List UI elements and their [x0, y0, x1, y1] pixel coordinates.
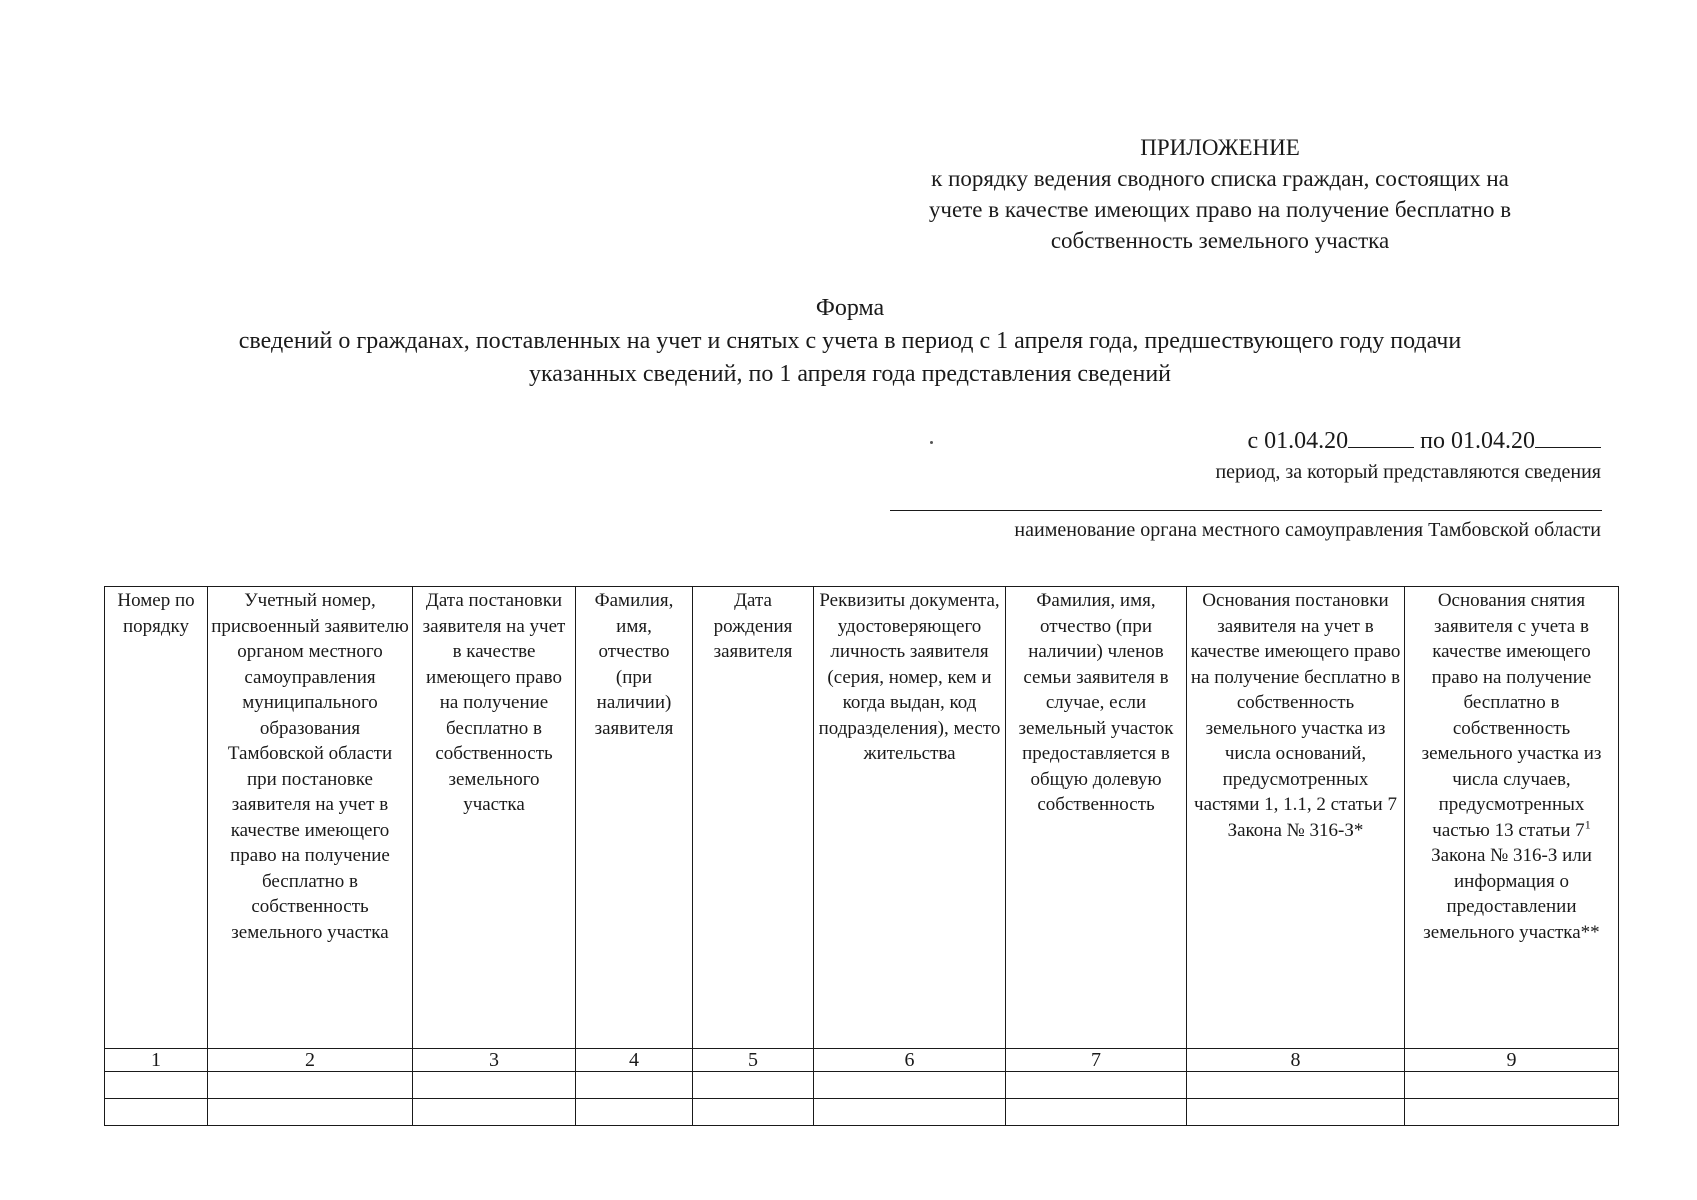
table-cell[interactable] — [1187, 1099, 1405, 1126]
header-cell: Номер по порядку — [105, 587, 208, 1049]
table-cell[interactable] — [208, 1072, 413, 1099]
form-table — [104, 586, 1619, 1126]
column-number: 8 — [1187, 1049, 1405, 1072]
period-caption: период, за который представляются сведения — [1215, 461, 1601, 483]
form-subtitle: сведений о гражданах, поставленных на учет и снятых с учета в период с 1 апреля года, предшествующего году подачи — [238, 328, 1462, 354]
scan-speck — [930, 441, 933, 444]
table-cell[interactable] — [208, 1099, 413, 1126]
table-cell[interactable] — [1405, 1072, 1619, 1099]
column-number: 5 — [693, 1049, 814, 1072]
header-cell: Дата постановки заявителя на учет в качестве имеющего право на получение бесплатно в собственность земельного участка — [413, 587, 576, 1049]
column-number-row — [105, 1049, 1619, 1072]
period-to-blank[interactable] — [1535, 427, 1601, 448]
appendix-line: учете в качестве имеющих право на получение бесплатно в — [928, 197, 1512, 222]
column-number: 3 — [413, 1049, 576, 1072]
header-cell: Дата рождения заявителя — [693, 587, 814, 1049]
table-cell[interactable] — [1405, 1099, 1619, 1126]
table-cell[interactable] — [576, 1099, 693, 1126]
column-number: 6 — [814, 1049, 1006, 1072]
period-from-label: с 01.04.20 — [1247, 428, 1349, 454]
period-to-label: по 01.04.20 — [1420, 428, 1535, 454]
table-cell[interactable] — [693, 1099, 814, 1126]
table-cell[interactable] — [814, 1072, 1006, 1099]
organization-blank-line[interactable] — [890, 510, 1602, 511]
period-from-blank[interactable] — [1348, 427, 1414, 448]
table-cell[interactable] — [413, 1099, 576, 1126]
table-cell[interactable] — [693, 1072, 814, 1099]
table-cell[interactable] — [413, 1072, 576, 1099]
header-cell: Учетный номер, присвоенный заявителю органом местного самоуправления муниципального образования Тамбовской области при постановке заявителя на учет в качестве имеющего право на получение бесплатно в собственность земельного участка — [208, 587, 413, 1049]
form-title — [100, 292, 1600, 391]
form-table-wrap — [104, 586, 1618, 1126]
column-number: 9 — [1405, 1049, 1619, 1072]
table-cell[interactable] — [1006, 1099, 1187, 1126]
header-cell: Фамилия, имя, отчество (при наличии) заявителя — [576, 587, 693, 1049]
appendix-line: к порядку ведения сводного списка граждан, состоящих на — [931, 166, 1509, 191]
table-row — [105, 1099, 1619, 1126]
organization-caption: наименование органа местного самоуправления Тамбовской области — [1014, 519, 1601, 541]
column-number: 4 — [576, 1049, 693, 1072]
header-cell-9-superscript: 1 — [1584, 817, 1591, 832]
header-cell: Реквизиты документа, удостоверяющего личность заявителя (серия, номер, кем и когда выдан, код подразделения), место жительства — [814, 587, 1006, 1049]
table-row — [105, 1072, 1619, 1099]
header-cell-9-part2: Закона № 316-З или информация о предоставлении земельного участка** — [1423, 845, 1600, 943]
period-fields — [1248, 426, 1602, 456]
table-cell[interactable] — [105, 1072, 208, 1099]
table-cell[interactable] — [814, 1099, 1006, 1126]
header-cell: Фамилия, имя, отчество (при наличии) членов семьи заявителя в случае, если земельный участок предоставляется в общую долевую собственность — [1006, 587, 1187, 1049]
appendix-title: ПРИЛОЖЕНИЕ — [1140, 135, 1300, 160]
table-cell[interactable] — [105, 1099, 208, 1126]
table-header-row — [105, 587, 1619, 1049]
appendix-header — [850, 132, 1590, 256]
table-cell[interactable] — [1006, 1072, 1187, 1099]
form-subtitle: указанных сведений, по 1 апреля года представления сведений — [529, 361, 1171, 387]
appendix-line: собственность земельного участка — [1050, 228, 1390, 253]
header-cell-9 — [1405, 587, 1619, 1049]
header-cell-9-part1: Основания снятия заявителя с учета в качестве имеющего право на получение бесплатно в собственность земельного участка из числа случаев, предусмотренных частью 13 статьи 7 — [1421, 590, 1602, 841]
column-number: 1 — [105, 1049, 208, 1072]
form-heading: Форма — [815, 295, 885, 321]
table-cell[interactable] — [1187, 1072, 1405, 1099]
table-cell[interactable] — [576, 1072, 693, 1099]
header-cell: Основания постановки заявителя на учет в качестве имеющего право на получение бесплатно в собственность земельного участка из числа оснований, предусмотренных частями 1, 1.1, 2 статьи 7 Закона № 316-З* — [1187, 587, 1405, 1049]
column-number: 2 — [208, 1049, 413, 1072]
column-number: 7 — [1006, 1049, 1187, 1072]
